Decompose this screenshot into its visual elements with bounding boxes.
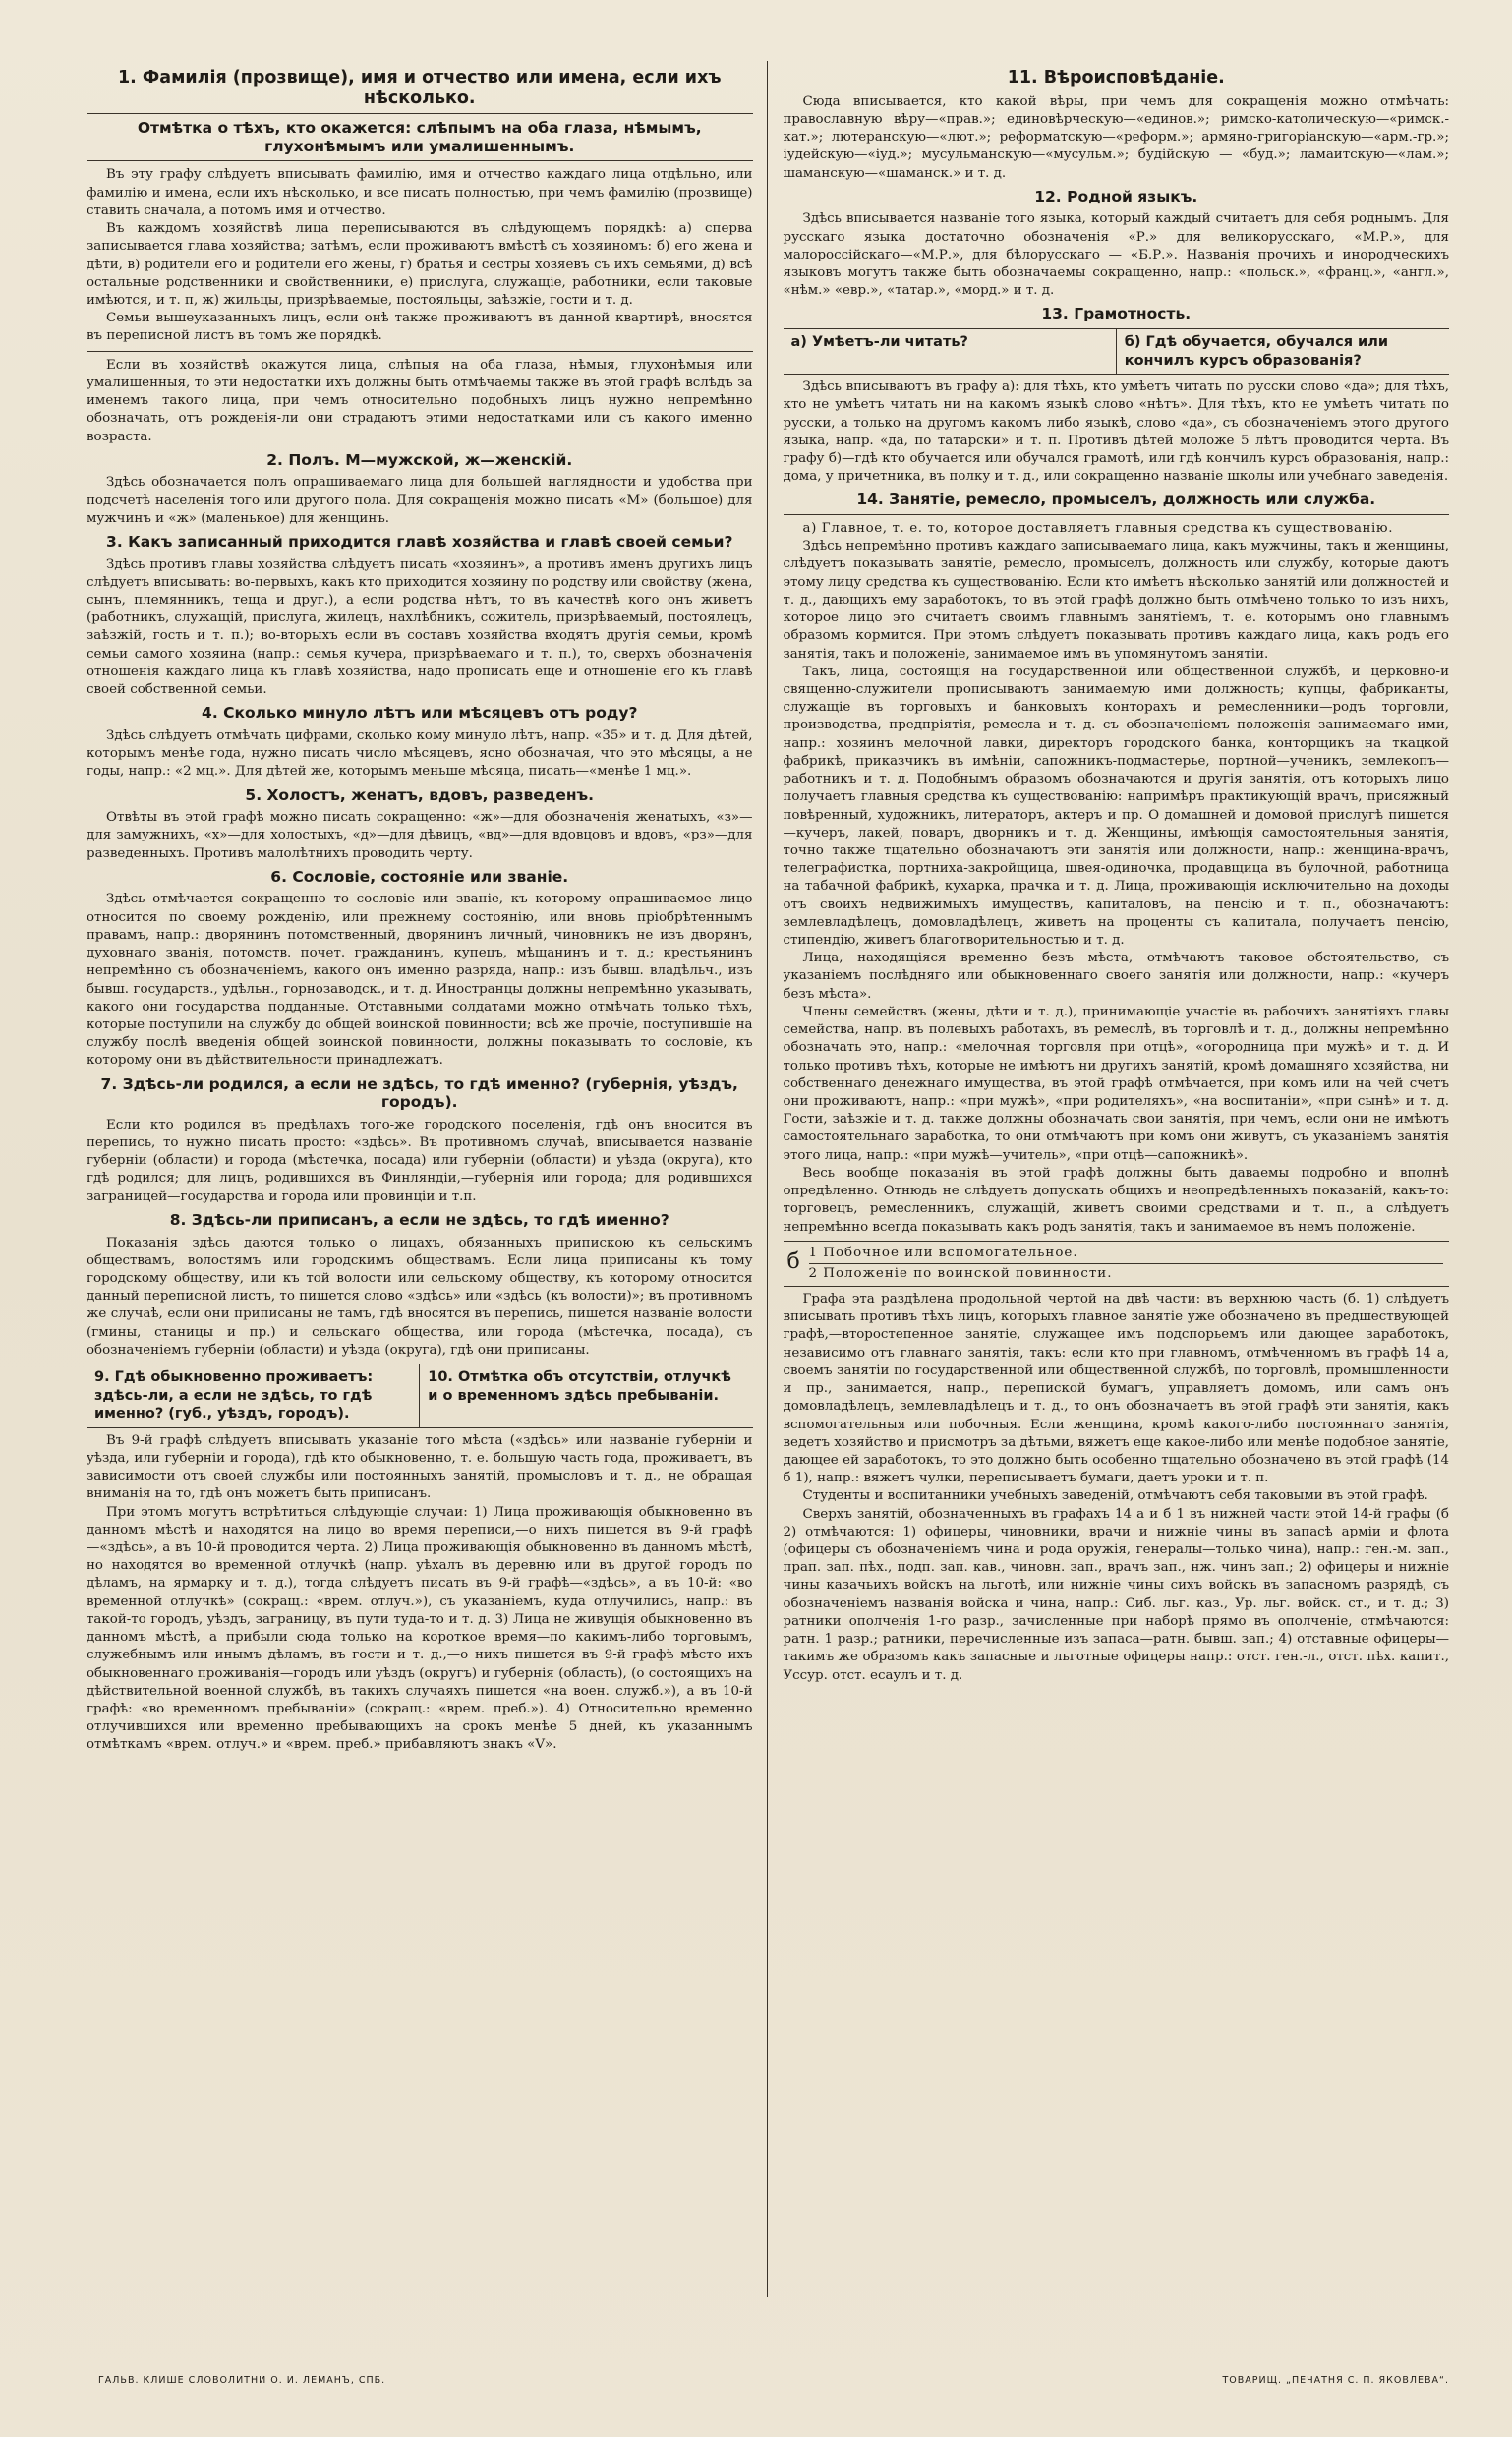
section-9-paragraph: При этомъ могутъ встрѣтиться слѣдующіе случаи: 1) Лица проживающія обыкновенно въ данномъ мѣстѣ и находятся на лицо во время переписи,—о нихъ пишется въ 9-й графѣ—«здѣсь», а въ 10-й проводится черта. 2) Лица проживающія обыкновенно въ данномъ мѣстѣ, но находятся во временной отлучкѣ (напр. уѣхалъ въ деревню или въ другой городъ по дѣламъ, на ярмарку и т. д.), тогда слѣдуетъ писать въ 9-й графѣ—«здѣсь», а въ 10-й: «во временной отлучкѣ» (сокращ.: «врем. отлуч.»), съ указаніемъ, куда отлучились, напр.: въ такой-то городъ, уѣздъ, заграницу, въ пути туда-то и т. д. 3) Лица не живущія обыкновенно въ данномъ мѣстѣ, а прибыли сюда только на короткое время—по какимъ-либо торговымъ, служебнымъ или инымъ дѣламъ, въ гости и т. д.,—о нихъ пишется въ 9-й графѣ мѣсто ихъ обыкновеннаго проживанія—городъ или уѣздъ (округъ) и губернія (область), (о состоящихъ на дѣйствительной военной службѣ, въ такихъ случаяхъ пишется «на воен. служб.»), а въ 10-й графѣ: «во временномъ пребываніи» (сокращ.: «врем. преб.»). 4) Относительно временно отлучившихся или временно пребывающихъ на срокъ менѣе 5 дней, къ указаннымъ отмѣткамъ «врем. отлуч.» и «врем. преб.» прибавляютъ знакъ «V». bbox=[87, 1504, 753, 1753]
section-5-paragraph: Отвѣты въ этой графѣ можно писать сокращенно: «ж»—для обозначенія женатыхъ, «з»—для замужнихъ, «х»—для холостыхъ, «д»—для дѣвицъ, «вд»—для вдовцовъ и вдовъ, «рз»—для разведенныхъ. Противъ малолѣтнихъ проводить черту. bbox=[87, 810, 753, 861]
section-12-paragraph: Здѣсь вписывается названіе того языка, который каждый считаетъ для себя роднымъ. Для русскаго языка достаточно обозначенія «Р.» для великорусскаго, «М.Р.», для малороссійскаго—«М.Р.», для бѣлорусскаго — «Б.Р.». Названія прочихъ и инородческихъ языковъ могутъ также быть обозначаемы сокращенно, напр.: «польск.», «франц.», «англ.», «нѣм.» «евр.», «татар.», «морд.» и т. д. bbox=[783, 211, 1449, 299]
section-11-paragraph: Сюда вписывается, кто какой вѣры, при чемъ для сокращенія можно отмѣчать: православную вѣру—«прав.»; единовѣрческую—«единов.»; римско-католическую—«римск.-кат.»; лютеранскую—«лют.»; реформатскую—«реформ.»; армяно-григоріанскую—«арм.-гр.»; іудейскую—«іуд.»; мусульманскую—«мусульм.»; будійскую — «буд.»; ламаитскую—«лам.»; шаманскую—«шаманск.» и т. д. bbox=[783, 93, 1449, 181]
imprint-right: ТОВАРИЩ. „ПЕЧАТНЯ С. П. ЯКОВЛЕВА“. bbox=[1222, 2375, 1449, 2386]
section-5-heading: 5. Холостъ, женатъ, вдовъ, разведенъ. bbox=[245, 785, 595, 804]
section-12-heading: 12. Родной языкъ. bbox=[1034, 187, 1198, 205]
section-7-paragraph: Если кто родился въ предѣлахъ того-же городского поселенія, гдѣ онъ вносится въ перепись, то нужно писать просто: «здѣсь». Въ противномъ случаѣ, вписывается названіе губерніи (области) и города (мѣстечка, посада) или губерніи (области) и уѣзда (округа), кто гдѣ родился; для лицъ, родившихся въ Финляндіи,—губернія или города; для родившихся заграницей—государства и города или провинціи и т.п. bbox=[87, 1117, 753, 1204]
sections-9-10-header bbox=[87, 1364, 753, 1428]
section-14-paragraph: Такъ, лица, состоящія на государственной или общественной службѣ, и церковно-и священно-служители прописываютъ занимаемую ими должность; купцы, фабриканты, служащіе въ торговыхъ и банковыхъ конторахъ и ремесленники—родъ торговли, производства, предпріятія, ремесла и т. д. съ обозначеніемъ положенія занимаемаго ими, напр.: хозяинъ мелочной лавки, директоръ городского банка, конторщикъ на ткацкой фабрикѣ, приказчикъ въ имѣніи, сапожникъ-подмастерье, портной—ученикъ, землекопъ—работникъ и т. д. Подобнымъ образомъ обозначаются и другія занятія, отъ которыхъ лицо получаетъ главныя средства къ существованію: напримѣръ практикующій врачъ, присяжный повѣренный, художникъ, литераторъ, актеръ и пр. О домашней и домовой прислугѣ пишется—кучеръ, лакей, поваръ, дворникъ и т. д. Женщины, имѣющія самостоятельныя занятія, точно также тщательно обозначаютъ эти занятія или должности, напр.: женщина-врачъ, телеграфистка, портниха-закройщица, швея-одиночка, продавщица въ булочной, работница на табачной фабрикѣ, кухарка, прачка и т. д. Лица, проживающія исключительно на доходы отъ своихъ недвижимыхъ имуществъ, капиталовъ, на пенсію и т. п., обозначаютъ: землевладѣлецъ, домовладѣлецъ, живетъ на проценты съ капитала, получаетъ пенсію, стипендію, живетъ благотворительностью и т. д. bbox=[783, 664, 1449, 949]
section-6-heading: 6. Сословіе, состояніе или званіе. bbox=[270, 867, 569, 886]
section-1-paragraph: Въ каждомъ хозяйствѣ лица переписываются въ слѣдующемъ порядкѣ: а) сперва записывается глава хозяйства; затѣмъ, если проживаютъ вмѣстѣ съ хозяиномъ: б) его жена и дѣти, в) родители его и родители его жены, г) братья и сестры хозяевъ съ ихъ семьями, д) всѣ остальные родственники и свойственники, е) прислуга, служащіе, работники, если таковые имѣются, и т. п, ж) жильцы, призрѣваемые, постояльцы, заѣзжіе, гости и т. д. bbox=[87, 221, 753, 308]
divider bbox=[87, 351, 753, 352]
divider bbox=[87, 113, 753, 114]
two-column-layout bbox=[87, 61, 1449, 2297]
imprint-left: ГАЛЬВ. КЛИШЕ СЛОВОЛИТНИ О. И. ЛЕМАНЪ, СПБ. bbox=[98, 2375, 386, 2386]
section-14-paragraph: Лица, находящіяся временно безъ мѣста, отмѣчаютъ таковое обстоятельство, съ указаніемъ послѣдняго или обыкновеннаго своего занятія или должности, напр.: «кучеръ безъ мѣста». bbox=[783, 951, 1449, 1002]
section-7-heading: 7. Здѣсь-ли родился, а если не здѣсь, то гдѣ именно? (губернія, уѣздъ, городъ). bbox=[100, 1074, 738, 1112]
section-2-heading: 2. Полъ. М—мужской, ж—женскій. bbox=[266, 450, 573, 469]
section-14b1-heading: 1 Побочное или вспомогательное. bbox=[808, 1245, 1078, 1260]
section-3-paragraph: Здѣсь противъ главы хозяйства слѣдуетъ писать «хозяинъ», а противъ именъ другихъ лицъ слѣдуетъ вписывать: во-первыхъ, какъ кто приходится хозяину по родству или свойству (жена, сынъ, племянникъ, теща и друг.), а если родства нѣтъ, то въ качествѣ кого онъ живетъ (работникъ, служащій, прислуга, жилецъ, нахлѣбникъ, сожитель, призрѣваемый, постоялецъ, заѣзжій, гость и т. п.); во-вторыхъ если въ составъ хозяйства входятъ другія семьи, кромѣ семьи самого хозяина (напр.: семья кучера, призрѣваемаго и т. п.), то, сверхъ обозначенія отношенія каждаго лица къ главѣ хозяйства, надо прописать еще и отношеніе его къ главѣ своей собственной семьи. bbox=[87, 556, 753, 698]
section-3-heading: 3. Какъ записанный приходится главѣ хозяйства и главѣ своей семьи? bbox=[106, 533, 733, 551]
section-13-paragraph: Здѣсь вписываютъ въ графу а): для тѣхъ, кто умѣетъ читать по русски слово «да»; для тѣхъ, кто не умѣетъ читать ни на какомъ языкѣ слово «нѣтъ». Для тѣхъ, кто не умѣетъ читать по русски, а только на другомъ какомъ либо языкѣ, слово «да», съ обозначеніемъ этого другого языка, напр. «да, по татарски» и т. п. Противъ дѣтей моложе 5 лѣтъ проводится черта. Въ графу б)—гдѣ кто обучается или обучался грамотѣ, или гдѣ кончилъ курсъ образованія, напр.: дома, у причетника, въ полку и т. д., или сокращенно названіе школы или учебнаго заведенія. bbox=[783, 379, 1449, 485]
section-14-paragraph: Графа эта раздѣлена продольной чертой на двѣ части: въ верхнюю часть (б. 1) слѣдуетъ вписывать противъ тѣхъ лицъ, которыхъ главное занятіе уже обозначено въ предшествующей графѣ,—второстепенное занятіе, служащее имъ подспорьемъ или дающее заработокъ, независимо отъ главнаго занятія, такъ: если кто при главномъ, отмѣченномъ въ графѣ 14 а, своемъ занятіи по государственной или общественной службѣ, по торговлѣ, промышленности и пр., занимается, напр., перепиской бумагъ, управляетъ домомъ, или самъ онъ домовладѣлецъ, землевладѣлецъ и т. д., то онъ обозначаетъ въ этой графѣ эти занятія, какъ вспомогательныя или побочныя. Если женщина, кромѣ какого-либо постояннаго занятія, ведетъ хозяйство и присмотръ за дѣтьми, вяжетъ еще какое-либо или менѣе подобное занятіе, дающее ей заработокъ, то это должно быть особенно тщательно обозначено въ этой графѣ (14 б 1), напр.: вяжетъ чулки, переписываетъ бумаги, даетъ уроки и т. п. bbox=[783, 1291, 1449, 1486]
section-9-heading: 9. Гдѣ обыкновенно проживаетъ: здѣсь-ли, а если не здѣсь, то гдѣ именно? (губ., уѣздъ, городъ). bbox=[94, 1369, 374, 1422]
section-14-paragraph: Сверхъ занятій, обозначенныхъ въ графахъ 14 а и б 1 въ нижней части этой 14-й графы (б 2) отмѣчаются: 1) офицеры, чиновники, врачи и нижніе чины въ запасѣ арміи и флота (офицеры съ обозначеніемъ чина и рода оружія, генералы—только чина), напр.: ген.-м. зап., прап. зап. пѣх., подп. зап. кав., чиновн. зап., врачъ зап., нж. чинъ зап.; 2) офицеры и нижніе чины казачьихъ войскъ на льготѣ, или нижніе чины сихъ войскъ въ запасномъ разрядѣ, съ обозначеніемъ названія войска и чина, напр.: Сиб. льг. каз., Ур. льг. войск. ст., и т. д.; 3) ратники ополченія 1-го разр., зачисленные при наборѣ прямо въ ополченіе, отмѣчаются: ратн. 1 разр.; ратники, перечисленные изъ запаса—ратн. бывш. зап.; 4) отставные офицеры—такимъ же образомъ какъ запасные и льготные офицеры напр.: отст. ген.-л., отст. пѣх. капит., Уссур. отст. есаулъ и т. д. bbox=[783, 1506, 1449, 1683]
section-6-paragraph: Здѣсь отмѣчается сокращенно то сословіе или званіе, къ которому опрашиваемое лицо относится по своему рожденію, или прежнему состоянію, или вновь пріобрѣтеннымъ правамъ, напр.: дворянинъ потомственный, дворянинъ личный, чиновникъ не изъ дворянъ, духовнаго званія, потомств. почет. гражданинъ, купецъ, мѣщанинъ и т. д.; крестьянинъ непремѣнно съ обозначеніемъ, какого онъ именно разряда, напр.: изъ бывш. владѣльч., изъ бывш. государств., удѣльн., горнозаводск., и т. д. Иностранцы должны непремѣнно указывать, какого они государства подданные. Отставными солдатами можно отмѣчать только тѣхъ, которые поступили на службу до общей воинской повинности; всѣ же прочіе, поступившіе на службу послѣ введенія общей воинской повинности, должны показывать то сословіе, къ которому они въ дѣйствительности принадлежатъ. bbox=[87, 892, 753, 1069]
section-8-paragraph: Показанія здѣсь даются только о лицахъ, обязанныхъ припискою къ сельскимъ обществамъ, волостямъ или городскимъ обществамъ. Если лица приписаны къ тому городскому обществу, или къ той волости или сельскому обществу, къ которому относится данный переписной листъ, то пишется слово «здѣсь» или «здѣсь (къ волости)»; въ противномъ же случаѣ, если они приписаны не тамъ, гдѣ вносятся въ перепись, пишется названіе волости (гмины, станицы и пр.) и сельскаго общества, или города (мѣстечка, посада), съ обозначеніемъ губерніи (области) и уѣзда (округа), гдѣ они приписаны. bbox=[87, 1235, 753, 1358]
section-13-heading: 13. Грамотность. bbox=[1041, 305, 1192, 323]
section-1-paragraph: Въ эту графу слѣдуетъ вписывать фамилію, имя и отчество каждаго лица отдѣльно, или фамилію и имена, если ихъ нѣсколько, и все писать полностью, при чемъ фамилію (прозвище) ставить сначала, а потомъ имя и отчество. bbox=[87, 167, 753, 218]
right-column bbox=[767, 61, 1450, 2297]
section-1-subheading: Отмѣтка о тѣхъ, кто окажется: слѣпымъ на оба глаза, нѣмымъ, глухонѣмымъ или умалишеннымъ. bbox=[137, 119, 702, 155]
section-2-paragraph: Здѣсь обозначается полъ опрашиваемаго лица для большей наглядности и удобства при подсчетѣ населенія того или другого пола. Для сокращенія можно писать «М» (большое) для мужчинъ и «ж» (маленькое) для женщинъ. bbox=[87, 475, 753, 526]
section-14-paragraph: Здѣсь непремѣнно противъ каждаго записываемаго лица, какъ мужчины, такъ и женщины, слѣдуетъ показывать занятіе, ремесло, промыселъ, должность или службу, которые даютъ этому лицу средства къ существованію. Если кто имѣетъ нѣсколько занятій или должностей и т. д., дающихъ ему заработокъ, то въ этой графѣ должно быть отмѣчено только то изъ нихъ, которое лицо это считаетъ своимъ главнымъ занятіемъ, т. е. которымъ оно главнымъ образомъ кормится. При этомъ слѣдуетъ показывать противъ каждаго лица, какъ родъ его занятія, такъ и положеніе, занимаемое имъ въ упомянутомъ занятіи. bbox=[783, 539, 1449, 662]
section-14-heading: 14. Занятіе, ремесло, промыселъ, должность или служба. bbox=[856, 491, 1376, 509]
section-14-subheading: а) Главное, т. е. то, которое доставляетъ главныя средства къ существованію. bbox=[802, 521, 1394, 537]
section-9-paragraph: Въ 9-й графѣ слѣдуетъ вписывать указаніе того мѣста («здѣсь» или названіе губерніи и уѣзда, или губерніи и города), гдѣ кто обыкновенно, т. е. большую часть года, проживаетъ, въ зависимости отъ своей службы или постоянныхъ занятій, промысловъ и т. д., не обращая вниманія на то, гдѣ онъ можетъ быть приписанъ. bbox=[87, 1432, 753, 1502]
section-14-paragraph: Члены семействъ (жены, дѣти и т. д.), принимающіе участіе въ рабочихъ занятіяхъ главы семейства, напр. въ полевыхъ работахъ, въ ремеслѣ, въ торговлѣ и т. д., должны непремѣнно обозначать это, напр.: «мелочная торговля при отцѣ», «огородница при мужѣ» и т. д. И только противъ тѣхъ, которые не имѣютъ ни другихъ занятій, кромѣ домашняго хозяйства, ни собственнаго денежнаго имущества, въ этой графѣ отмѣчается, при комъ или на чей счетъ они проживаютъ, напр.: «при мужѣ», «при родителяхъ», «на воспитаніи», «при сынѣ» и т. д. Гости, заѣзжіе и т. д. также должны обозначать свои занятія, при чемъ, если они не имѣютъ самостоятельнаго заработка, то они отмѣчаютъ при комъ они живутъ, съ указаніемъ занятія этого лица, напр.: «при мужѣ—учитель», «при отцѣ—сапожникѣ». bbox=[783, 1004, 1449, 1163]
section-14b-box bbox=[784, 1241, 1450, 1287]
section-4-paragraph: Здѣсь слѣдуетъ отмѣчать цифрами, сколько кому минуло лѣтъ, напр. «35» и т. д. Для дѣтей, которымъ менѣе года, нужно писать число мѣсяцевъ, ясно обозначая, что это мѣсяцы, а не годы, напр.: «2 мц.». Для дѣтей же, которымъ меньше мѣсяца, писать—«менѣе 1 мц.». bbox=[87, 727, 753, 780]
section-1-paragraph: Семьи вышеуказанныхъ лицъ, если онѣ также проживаютъ въ данной квартирѣ, вносятся въ переписной листъ въ томъ же порядкѣ. bbox=[87, 311, 753, 344]
section-8-heading: 8. Здѣсь-ли приписанъ, а если не здѣсь, то гдѣ именно? bbox=[169, 1210, 669, 1229]
section-14b-mark: б bbox=[786, 1248, 800, 1274]
section-1-heading: 1. Фамилія (прозвище), имя и отчество или имена, если ихъ нѣсколько. bbox=[117, 68, 722, 108]
section-13b-heading: б) Гдѣ обучается, обучался или кончилъ курсъ образованія? bbox=[1116, 329, 1449, 374]
section-4-heading: 4. Сколько минуло лѣтъ или мѣсяцевъ отъ роду? bbox=[202, 704, 638, 723]
section-13a-heading: а) Умѣетъ-ли читать? bbox=[790, 334, 968, 351]
divider bbox=[87, 160, 753, 161]
printer-imprint bbox=[98, 2375, 1449, 2386]
section-11-heading: 11. Вѣроисповѣданіе. bbox=[1007, 68, 1225, 87]
section-14-paragraph: Весь вообще показанія въ этой графѣ должны быть даваемы подробно и вполнѣ опредѣленно. Отнюдь не слѣдуетъ допускать общихъ и неопредѣленныхъ показаній, какъ-то: торговецъ, ремесленникъ, служащій, живетъ своими средствами и т. п., а слѣдуетъ непремѣнно всегда показывать какъ родъ занятія, такъ и занимаемое въ немъ положеніе. bbox=[783, 1165, 1449, 1235]
section-14b2-heading: 2 Положеніе по воинской повинности. bbox=[809, 1263, 1444, 1284]
left-column bbox=[87, 61, 767, 2297]
section-10-heading: 10. Отмѣтка объ отсутствіи, отлучкѣ и о временномъ здѣсь пребываніи. bbox=[419, 1364, 752, 1427]
section-13-subheadings bbox=[784, 328, 1450, 375]
section-14-paragraph: Студенты и воспитанники учебныхъ заведеній, отмѣчаютъ себя таковыми въ этой графѣ. bbox=[802, 1488, 1428, 1504]
section-1-paragraph: Если въ хозяйствѣ окажутся лица, слѣпыя на оба глаза, нѣмыя, глухонѣмыя или умалишенныя, то эти недостатки ихъ должны быть отмѣчаемы также въ этой графѣ вслѣдъ за именемъ такого лица, при чемъ относительно подобныхъ лицъ нужно непремѣнно обозначать, отъ рожденія-ли они страдаютъ этими недостатками или съ какого именно возраста. bbox=[87, 357, 753, 444]
divider bbox=[784, 514, 1450, 515]
